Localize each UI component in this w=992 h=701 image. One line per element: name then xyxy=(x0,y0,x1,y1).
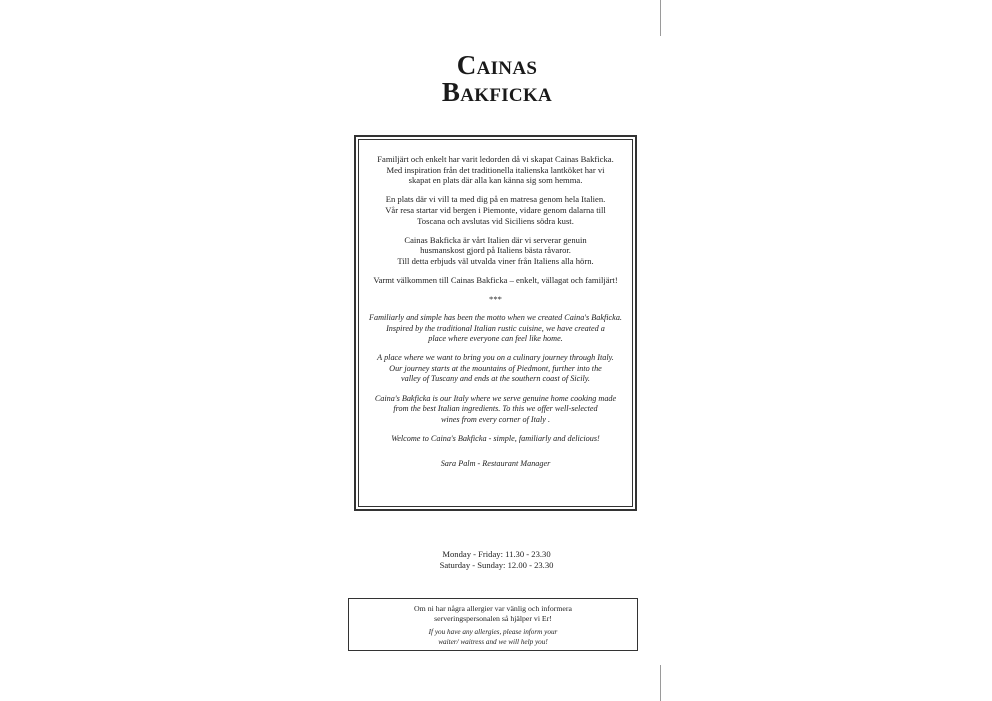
english-paragraph xyxy=(365,313,626,345)
text-line: En plats där vi vill ta med dig på en matresa genom hela Italien. xyxy=(385,194,606,205)
text-line: valley of Tuscany and ends at the southern coast of Sicily. xyxy=(401,374,590,384)
title-line-1: Cainas xyxy=(456,50,538,80)
title-line-2: Bakficka xyxy=(441,77,553,107)
allergy-en-line: If you have any allergies, please inform your xyxy=(428,628,558,637)
text-line: Familiarly and simple has been the motto when we created Caina's Bakficka. xyxy=(369,312,622,322)
text-line: Med inspiration från det traditionella italienska lantköket har vi xyxy=(386,164,605,175)
allergy-notice xyxy=(348,598,638,651)
text-line: Till detta erbjuds väl utvalda viner från Italiens alla hörn. xyxy=(397,255,594,266)
swedish-paragraph xyxy=(365,194,626,226)
opening-hours xyxy=(355,549,638,570)
text-line: Toscana och avslutas vid Siciliens södra kust. xyxy=(417,215,574,226)
fold-line-top xyxy=(660,0,661,36)
text-line: skapat en plats där alla kan känna sig som hemma. xyxy=(408,175,583,186)
text-line: from the best Italian ingredients. To this we offer well-selected xyxy=(393,404,598,414)
text-line: A place where we want to bring you on a culinary journey through Italy. xyxy=(377,353,614,363)
restaurant-title xyxy=(355,52,639,106)
text-line: place where everyone can feel like home. xyxy=(428,334,563,344)
swedish-paragraph xyxy=(365,154,626,186)
text-line: Inspired by the traditional Italian rustic cuisine, we have created a xyxy=(386,323,605,333)
swedish-paragraph xyxy=(365,275,626,286)
text-line: wines from every corner of Italy . xyxy=(440,414,551,424)
welcome-text-frame xyxy=(354,135,637,511)
hours-weekdays: Monday - Friday: 11.30 - 23.30 xyxy=(442,549,551,559)
swedish-paragraph xyxy=(365,235,626,267)
english-paragraph xyxy=(365,434,626,445)
text-line: Welcome to Caina's Bakficka - simple, familiarly and delicious! xyxy=(391,434,600,444)
english-paragraph xyxy=(365,353,626,385)
signature: Sara Palm - Restaurant Manager xyxy=(440,458,551,468)
allergy-en-text xyxy=(349,628,637,647)
allergy-sv-line: serveringspersonalen så hjälper vi Er! xyxy=(434,613,552,623)
welcome-text-panel xyxy=(358,139,633,507)
allergy-sv-line: Om ni har några allergier var vänlig och informera xyxy=(414,604,572,613)
english-paragraph xyxy=(365,394,626,426)
text-line: Our journey starts at the mountains of Piedmont, further into the xyxy=(389,363,602,373)
text-line: husmanskost gjord på Italiens bästa råvaror. xyxy=(420,245,571,256)
text-line: Vår resa startar vid bergen i Piemonte, vidare genom dalarna till xyxy=(385,204,606,215)
text-line: Varmt välkommen till Cainas Bakficka – enkelt, vällagat och familjärt! xyxy=(373,275,618,286)
text-line: Cainas Bakficka är vårt Italien där vi serverar genuin xyxy=(404,234,587,245)
hours-weekend: Saturday - Sunday: 12.00 - 23.30 xyxy=(439,559,554,570)
section-separator: *** xyxy=(489,294,502,305)
fold-line-bottom xyxy=(660,665,661,701)
text-line: Familjärt och enkelt har varit ledorden då vi skapat Cainas Bakficka. xyxy=(377,154,614,164)
allergy-en-line: waiter/ waitress and we will help you! xyxy=(438,637,548,646)
text-line: Caina's Bakficka is our Italy where we serve genuine home cooking made xyxy=(374,393,617,403)
